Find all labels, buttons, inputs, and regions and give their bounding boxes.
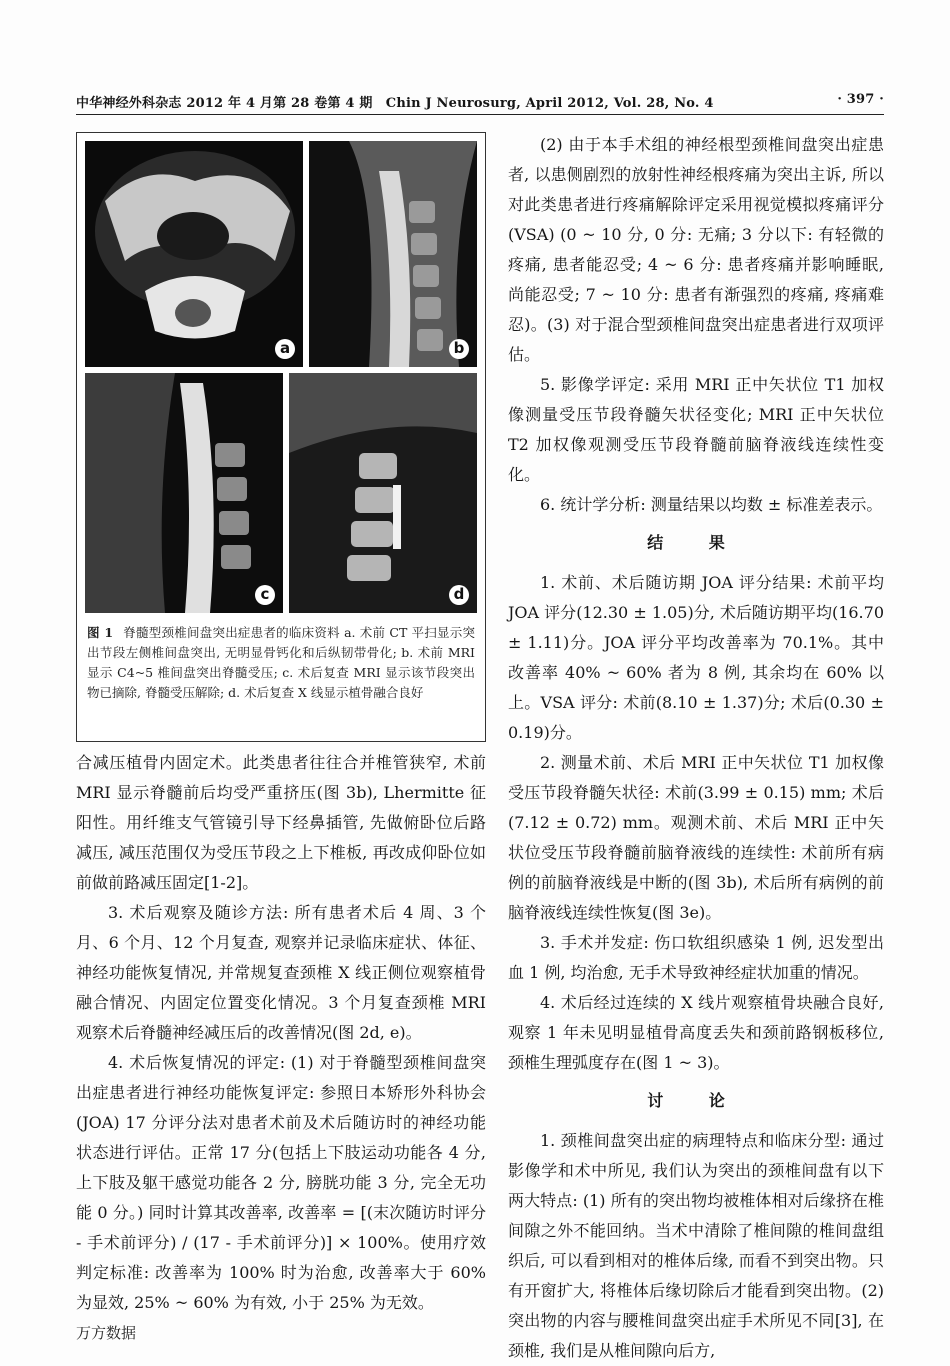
figure-1 [76,132,486,742]
paragraph: 合减压植骨内固定术。此类患者往往合并椎管狭窄, 术前 MRI 显示脊髓前后均受严重挤压(图 3b), Lhermitte 征阳性。用纤维支气管镜引导下经鼻插管, 先做俯卧位后路减压, 减压范围仅为受压节段之上下椎板, 再改成仰卧位如前做前路减压固定[1-2]。 [76,753,486,892]
panel-label-d: d [449,585,469,605]
paragraph: 3. 手术并发症: 伤口软组织感染 1 例, 迟发型出血 1 例, 均治愈, 无手术导致神经症状加重的情况。 [508,933,884,982]
figure-panel-b-mri-image [309,141,477,367]
panel-label-c: c [255,585,275,605]
running-header [76,92,884,114]
figure-panel-d-xray-image [289,373,477,613]
footer-watermark: 万方数据 [76,1324,137,1342]
figure-panel-a-ct-image [85,141,303,367]
figure-caption-text: 脊髓型颈椎间盘突出症患者的临床资料 a. 术前 CT 平扫显示突出节段左侧椎间盘突出, 无明显骨钙化和后纵韧带骨化; b. 术前 MRI 显示 C4~5 椎间盘突出脊髓受压; c. 术后复查 MRI 显示该节段突出物已摘除, 脊髓受压解除; d. 术后复查 X 线显示植骨融合良好 [87,625,475,700]
ct-scan-illustration [85,141,303,367]
paragraph: 4. 术后经过连续的 X 线片观察植骨块融合良好, 观察 1 年未见明显植骨高度丢失和颈前路钢板移位, 颈椎生理弧度存在(图 1 ~ 3)。 [508,993,884,1072]
journal-citation: 中华神经外科杂志 2012 年 4 月第 28 卷第 4 期 Chin J Neurosurg, April 2012, Vol. 28, No. 4 [76,96,714,111]
xray-illustration [289,373,477,613]
paragraph: 3. 术后观察及随诊方法: 所有患者术后 4 周、3 个月、6 个月、12 个月复查, 观察并记录临床症状、体征、神经功能恢复情况, 并常规复查颈椎 X 线正侧位观察植骨融合情况、内固定位置变化情况。3 个月复查颈椎 MRI 观察术后脊髓神经减压后的改善情况(图 2d, e)。 [76,903,486,1042]
panel-label-a: a [275,339,295,359]
paragraph: 4. 术后恢复情况的评定: (1) 对于脊髓型颈椎间盘突出症患者进行神经功能恢复评定: 参照日本矫形外科协会(JOA) 17 分评分法对患者术前及术后随访时的神经功能状态进行评估。正常 17 分(包括上下肢运动功能各 4 分, 上下肢及躯干感觉功能各 2 分, 膀胱功能 3 分, 完全无功能 0 分。) 同时计算其改善率, 改善率 = [(末次随访时评分 - 手术前评分) / (17 - 手术前评分)] × 100%。使用疗效判定标准: 改善率为 100% 时为治愈, 改善率大于 60% 为显效, 25% ~ 60% 为有效, 小于 25% 为无效。 [76,1053,486,1312]
paragraph: 2. 测量术前、术后 MRI 正中矢状位 T1 加权像受压节段脊髓矢状径: 术前(3.99 ± 0.15) mm; 术后(7.12 ± 0.72) mm。观测术前、术后 MRI 正中矢状位受压节段脊髓前脑脊液线的连续性: 术前所有病例的前脑脊液线是中断的(图 3b), 术后所有病例的前脑脊液线连续性恢复(图 3e)。 [508,753,884,922]
panel-label-b: b [449,339,469,359]
paragraph: 5. 影像学评定: 采用 MRI 正中矢状位 T1 加权像测量受压节段脊髓矢状径变化; MRI 正中矢状位 T2 加权像观测受压节段脊髓前脑脊液线连续性变化。 [508,375,884,484]
postop-mri-illustration [85,373,283,613]
discussion-heading: 讨 论 [647,1091,745,1110]
paragraph: 1. 术前、术后随访期 JOA 评分结果: 术前平均 JOA 评分(12.30 ± 1.05)分, 术后随访期平均(16.70 ± 1.11)分。JOA 评分平均改善率为 70.1%。其中改善率 40% ~ 60% 者为 8 例, 其余均在 60% 以上。VSA 评分: 术前(8.10 ± 1.37)分; 术后(0.30 ± 0.19)分。 [508,573,884,742]
figure-panel-c-mri-image [85,373,283,613]
page-number: · 397 · [837,92,884,107]
results-heading: 结 果 [647,533,745,552]
paragraph: 1. 颈椎间盘突出症的病理特点和临床分型: 通过影像学和术中所见, 我们认为突出的颈椎间盘有以下两大特点: (1) 所有的突出物均被椎体相对后缘挤在椎间隙之外不能回纳。当术中清除了椎间隙的椎间盘组织后, 可以看到相对的椎体后缘, 而看不到突出物。只有开窗扩大, 将椎体后缘切除后才能看到突出物。(2) 突出物的内容与腰椎间盘突出症手术所见不同[3], 在颈椎, 我们是从椎间隙向后方, [508,1131,884,1360]
figure-caption-label: 图 1 [87,625,114,640]
paragraph: 6. 统计学分析: 测量结果以均数 ± 标准差表示。 [540,495,883,514]
right-column [508,130,884,1366]
figure-caption [87,623,475,703]
mri-sagittal-illustration [309,141,477,367]
left-column [76,748,486,1318]
header-rule [76,114,884,115]
paragraph: (2) 由于本手术组的神经根型颈椎间盘突出症患者, 以患侧剧烈的放射性神经根疼痛为突出主诉, 所以对此类患者进行疼痛解除评定采用视觉模拟疼痛评分(VSA) (0 ~ 10 分, 0 分: 无痛; 3 分以下: 有轻微的疼痛, 患者能忍受; 4 ~ 6 分: 患者疼痛并影响睡眠, 尚能忍受; 7 ~ 10 分: 患者有渐强烈的疼痛, 疼痛难忍)。(3) 对于混合型颈椎间盘突出症患者进行双项评估。 [508,135,884,364]
